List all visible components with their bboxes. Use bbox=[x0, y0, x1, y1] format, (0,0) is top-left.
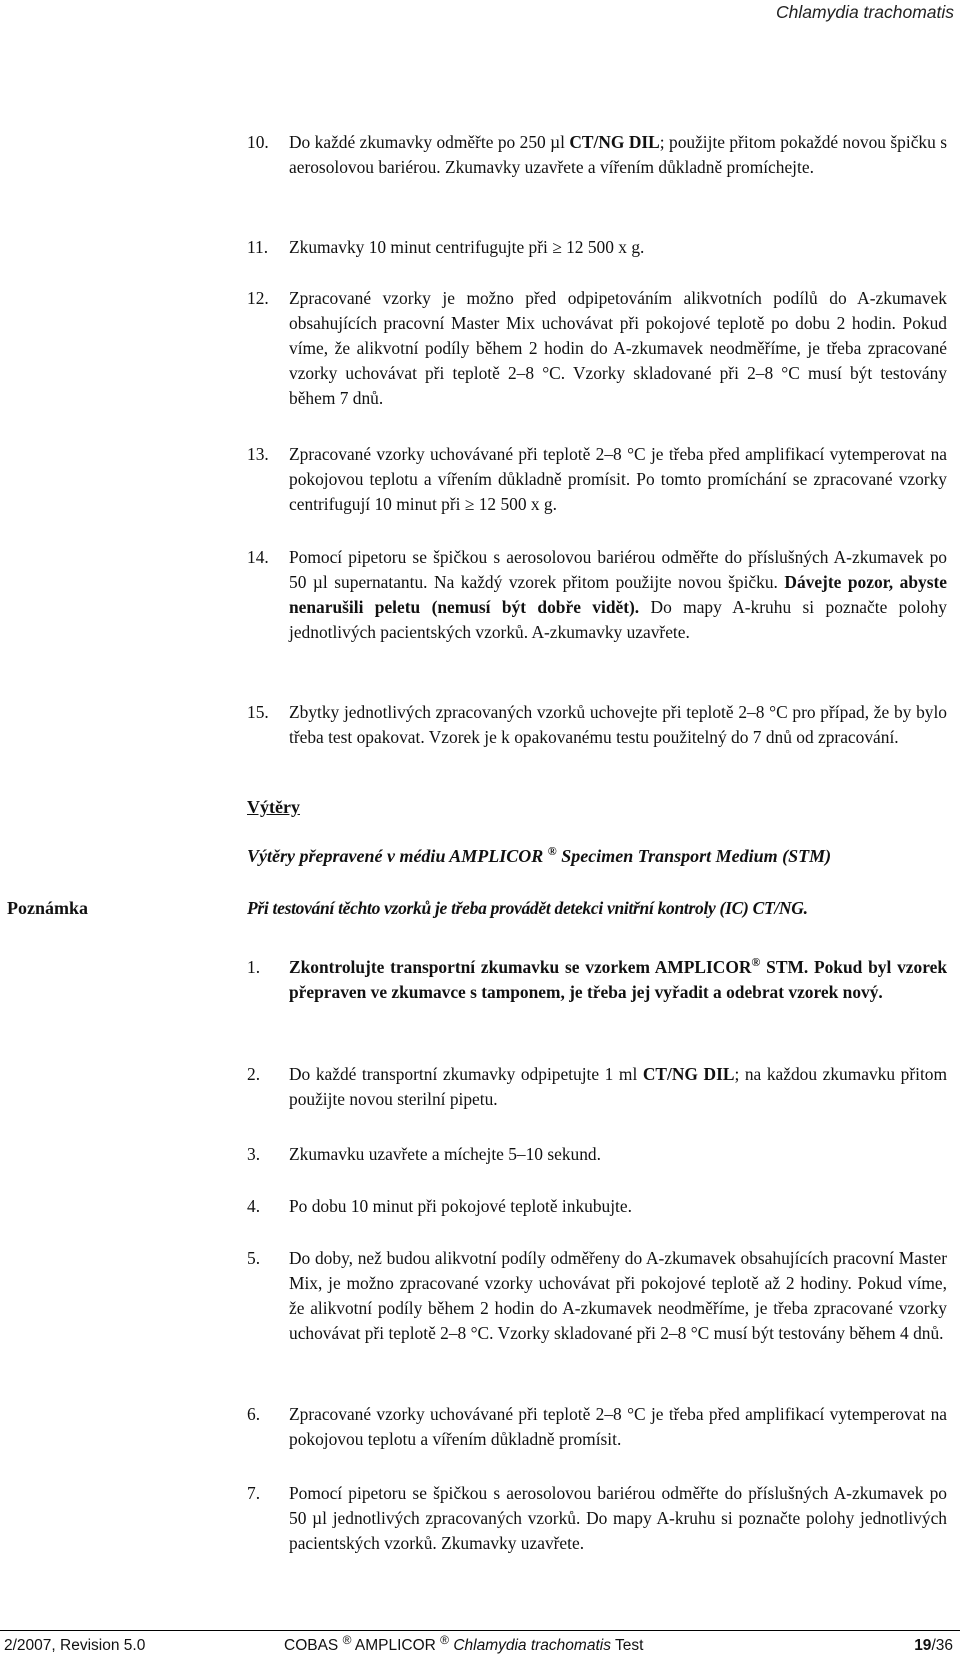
item-number: 13. bbox=[247, 444, 269, 464]
item-text: Zkontrolujte transportní zkumavku se vzorkem AMPLICOR® STM. Pokud byl vzorek přepraven ve zkumavce s tamponem, je třeba jej vyřadit a odebrat vzorek nový. bbox=[289, 955, 947, 1002]
item-number: 7. bbox=[247, 1483, 261, 1503]
list-item bbox=[247, 545, 947, 645]
list-item bbox=[247, 1062, 947, 1112]
section-title: Výtěry bbox=[247, 797, 300, 817]
item-text-warning: Dávejte pozor, abyste nenarušili peletu (nemusí být dobře vidět). bbox=[289, 572, 947, 617]
item-text: Zpracované vzorky uchovávané při teplotě 2–8 °C je třeba před amplifikací vytemperovat na pokojovou teplotu a vířením důkladně promísit. bbox=[289, 1404, 947, 1449]
footer-divider bbox=[0, 1630, 960, 1631]
item-number: 6. bbox=[247, 1404, 261, 1424]
footer-revision: 2/2007, Revision 5.0 bbox=[4, 1637, 146, 1654]
item-number: 2. bbox=[247, 1064, 261, 1084]
registered-mark: ® bbox=[547, 844, 557, 858]
list-item bbox=[247, 955, 947, 1005]
item-number: 14. bbox=[247, 547, 269, 567]
item-text: Zpracované vzorky je možno před odpipetováním alikvotních podílů do A-zkumavek obsahujících pracovní Master Mix uchovávat při pokojové teplotě po dobu 2 hodin. Pokud víme, že alikvotní podíly během 2 hodin do A-zkumavek neodměříme, je třeba zpracované vzorky uchovávat při teplotě 2–8 °C. Vzorky skladované při 2–8 °C musí být testovány během 7 dnů. bbox=[289, 288, 947, 408]
item-number: 15. bbox=[247, 702, 269, 722]
item-text-part: Pomocí pipetoru se špičkou s aerosolovou bariérou odměřte do příslušných A-zkumavek po 50 µl supernatantu. Na každý vzorek přitom použijte novou špičku. bbox=[289, 547, 947, 592]
item-number: 4. bbox=[247, 1196, 261, 1216]
note-text: Při testování těchto vzorků je třeba provádět detekci vnitřní kontroly (IC) CT/NG. bbox=[247, 898, 808, 918]
item-text: Do každé transportní zkumavky odpipetujte 1 ml CT/NG DIL; na každou zkumavku přitom použijte novou sterilní pipetu. bbox=[289, 1064, 948, 1109]
footer-product: COBAS ® AMPLICOR ® Chlamydia trachomatis Test bbox=[284, 1632, 644, 1654]
item-number: 5. bbox=[247, 1248, 261, 1268]
item-text: Do každé zkumavky odměřte po 250 µl CT/NG DIL; použijte přitom pokaždé novou špičku s aerosolovou bariérou. Zkumavky uzavřete a vířením důkladně promíchejte. bbox=[289, 132, 947, 177]
subsection-title: Výtěry přepravené v médiu AMPLICOR ® Specimen Transport Medium (STM) bbox=[247, 844, 832, 866]
page-number: 19/36 bbox=[914, 1637, 953, 1654]
item-text: Do doby, než budou alikvotní podíly odměřeny do A-zkumavek obsahujících pracovní Master Mix, je možno zpracované vzorky uchovávat při pokojové teplotě až 2 hodiny. Pokud víme, že alikvotní podíly během 2 hodin do A-zkumavek neodměříme, je třeba zpracované vzorky uchovávat při teplotě 2–8 °C. Vzorky skladované při 2–8 °C musí být testovány během 4 dnů. bbox=[289, 1248, 947, 1343]
list-item bbox=[247, 1246, 947, 1346]
list-item bbox=[247, 286, 947, 411]
list-item bbox=[247, 235, 947, 260]
list-item bbox=[247, 1481, 947, 1556]
list-item bbox=[247, 700, 947, 750]
item-text: Zpracované vzorky uchovávané při teplotě 2–8 °C je třeba před amplifikací vytemperovat na pokojovou teplotu a vířením důkladně promísit. Po tomto promíchání se zpracované vzorky centrifugují 10 minut při ≥ 12 500 x g. bbox=[289, 444, 947, 514]
note-label: Poznámka bbox=[7, 898, 88, 918]
item-number: 3. bbox=[247, 1144, 261, 1164]
item-number: 12. bbox=[247, 288, 269, 308]
registered-mark: ® bbox=[751, 955, 761, 970]
list-item bbox=[247, 1402, 947, 1452]
item-text bbox=[289, 545, 947, 645]
list-item bbox=[247, 130, 947, 180]
item-text-part: Do mapy A-kruhu si poznačte polohy jednotlivých pacientských vzorků. A-zkumavky uzavřete. bbox=[289, 597, 947, 642]
item-text: Po dobu 10 minut při pokojové teplotě inkubujte. bbox=[289, 1196, 632, 1216]
list-item bbox=[247, 442, 947, 517]
list-item bbox=[247, 1142, 947, 1167]
item-number: 10. bbox=[247, 132, 269, 152]
list-item bbox=[247, 1194, 947, 1219]
item-text: Zkumavky 10 minut centrifugujte při ≥ 12 500 x g. bbox=[289, 237, 645, 257]
item-text: Zbytky jednotlivých zpracovaných vzorků uchovejte při teplotě 2–8 °C pro případ, že by bylo třeba test opakovat. Vzorek je k opakovanému testu použitelný do 7 dnů od zpracování. bbox=[289, 702, 947, 747]
item-text: Zkumavku uzavřete a míchejte 5–10 sekund. bbox=[289, 1144, 601, 1164]
item-number: 11. bbox=[247, 237, 269, 257]
item-number: 1. bbox=[247, 957, 261, 977]
running-header: Chlamydia trachomatis bbox=[776, 2, 954, 22]
item-text: Pomocí pipetoru se špičkou s aerosolovou bariérou odměřte do příslušných A-zkumavek po 50 µl jednotlivých zpracovaných vzorků. Do mapy A-kruhu si poznačte polohy jednotlivých pacientských vzorků. Zkumavky uzavřete. bbox=[289, 1483, 947, 1553]
